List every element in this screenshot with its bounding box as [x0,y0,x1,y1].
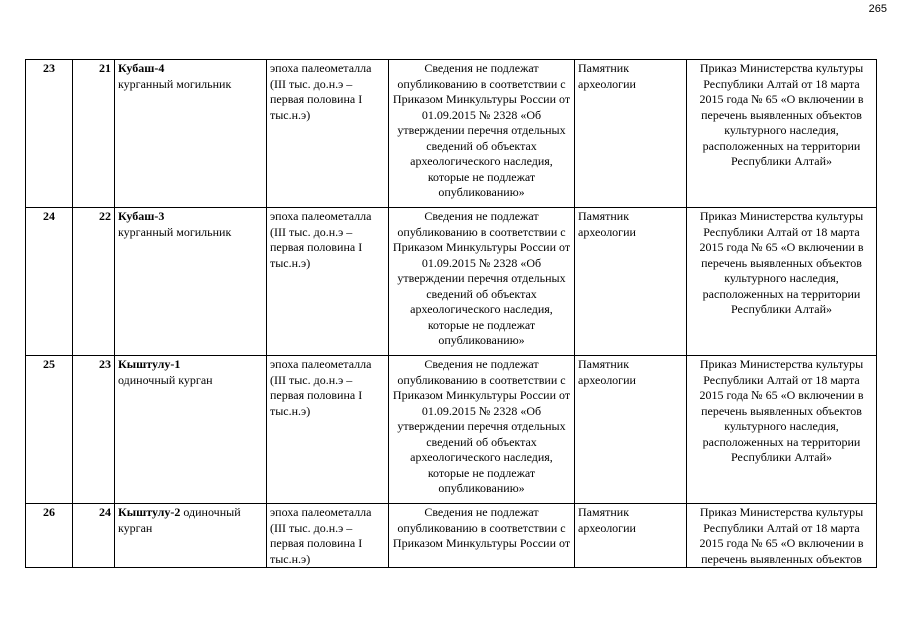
object-number: 24 [73,504,115,568]
object-name: Кыштулу-2 [118,505,181,519]
object-name-suffix: одиночный курган [118,505,241,535]
row-number: 26 [26,504,73,568]
document-cell: Приказ Министерства культуры Республики Алтай от 18 марта 2015 года № 65 «О включении в перечень выявленных объектов культурного наследия, расположенных на территории Республики Алтай» [687,356,877,504]
dating-cell: эпоха палеометалла (III тыс. до.н.э – первая половина I тыс.н.э) [267,504,389,568]
object-number: 22 [73,208,115,356]
row-number: 24 [26,208,73,356]
heritage-objects-table [25,59,877,568]
object-type: одиночный курган [118,372,213,387]
document-cell: Приказ Министерства культуры Республики Алтай от 18 марта 2015 года № 65 «О включении в перечень выявленных объектов культурного наследия, расположенных на территории Республики Алтай» [687,208,877,356]
dating-cell: эпоха палеометалла (III тыс. до.н.э – первая половина I тыс.н.э) [267,356,389,504]
location-cell: Сведения не подлежат опубликованию в соответствии с Приказом Минкультуры России от [389,504,575,568]
object-type: курганный могильник [118,76,232,91]
object-number: 23 [73,356,115,504]
object-name-cell [115,356,267,504]
document-cell: Приказ Министерства культуры Республики Алтай от 18 марта 2015 года № 65 «О включении в перечень выявленных объектов культурного наследия, расположенных на территории Республики Алтай» [687,60,877,208]
object-name-cell [115,504,267,568]
table-row [26,504,877,568]
table-row [26,60,877,208]
row-number: 23 [26,60,73,208]
category-cell: Памятник археологии [575,356,687,504]
location-cell: Сведения не подлежат опубликованию в соответствии с Приказом Минкультуры России от 01.09.2015 № 2328 «Об утверждении перечня отдельных сведений об объектах археологического наследия, которые не подлежат опубликованию» [389,356,575,504]
row-number: 25 [26,356,73,504]
category-cell: Памятник археологии [575,504,687,568]
document-cell: Приказ Министерства культуры Республики Алтай от 18 марта 2015 года № 65 «О включении в перечень выявленных объектов [687,504,877,568]
table-row [26,356,877,504]
object-name: Кубаш-4 [118,61,165,75]
dating-cell: эпоха палеометалла (III тыс. до.н.э – первая половина I тыс.н.э) [267,60,389,208]
object-number: 21 [73,60,115,208]
object-name-cell [115,60,267,208]
category-cell: Памятник археологии [575,208,687,356]
page-number: 265 [868,3,887,15]
object-type: курганный могильник [118,224,232,239]
object-name: Кыштулу-1 [118,357,181,371]
dating-cell: эпоха палеометалла (III тыс. до.н.э – первая половина I тыс.н.э) [267,208,389,356]
location-cell: Сведения не подлежат опубликованию в соответствии с Приказом Минкультуры России от 01.09.2015 № 2328 «Об утверждении перечня отдельных сведений об объектах археологического наследия, которые не подлежат опубликованию» [389,60,575,208]
table-row [26,208,877,356]
location-cell: Сведения не подлежат опубликованию в соответствии с Приказом Минкультуры России от 01.09.2015 № 2328 «Об утверждении перечня отдельных сведений об объектах археологического наследия, которые не подлежат опубликованию» [389,208,575,356]
object-name: Кубаш-3 [118,209,165,223]
object-name-cell [115,208,267,356]
category-cell: Памятник археологии [575,60,687,208]
